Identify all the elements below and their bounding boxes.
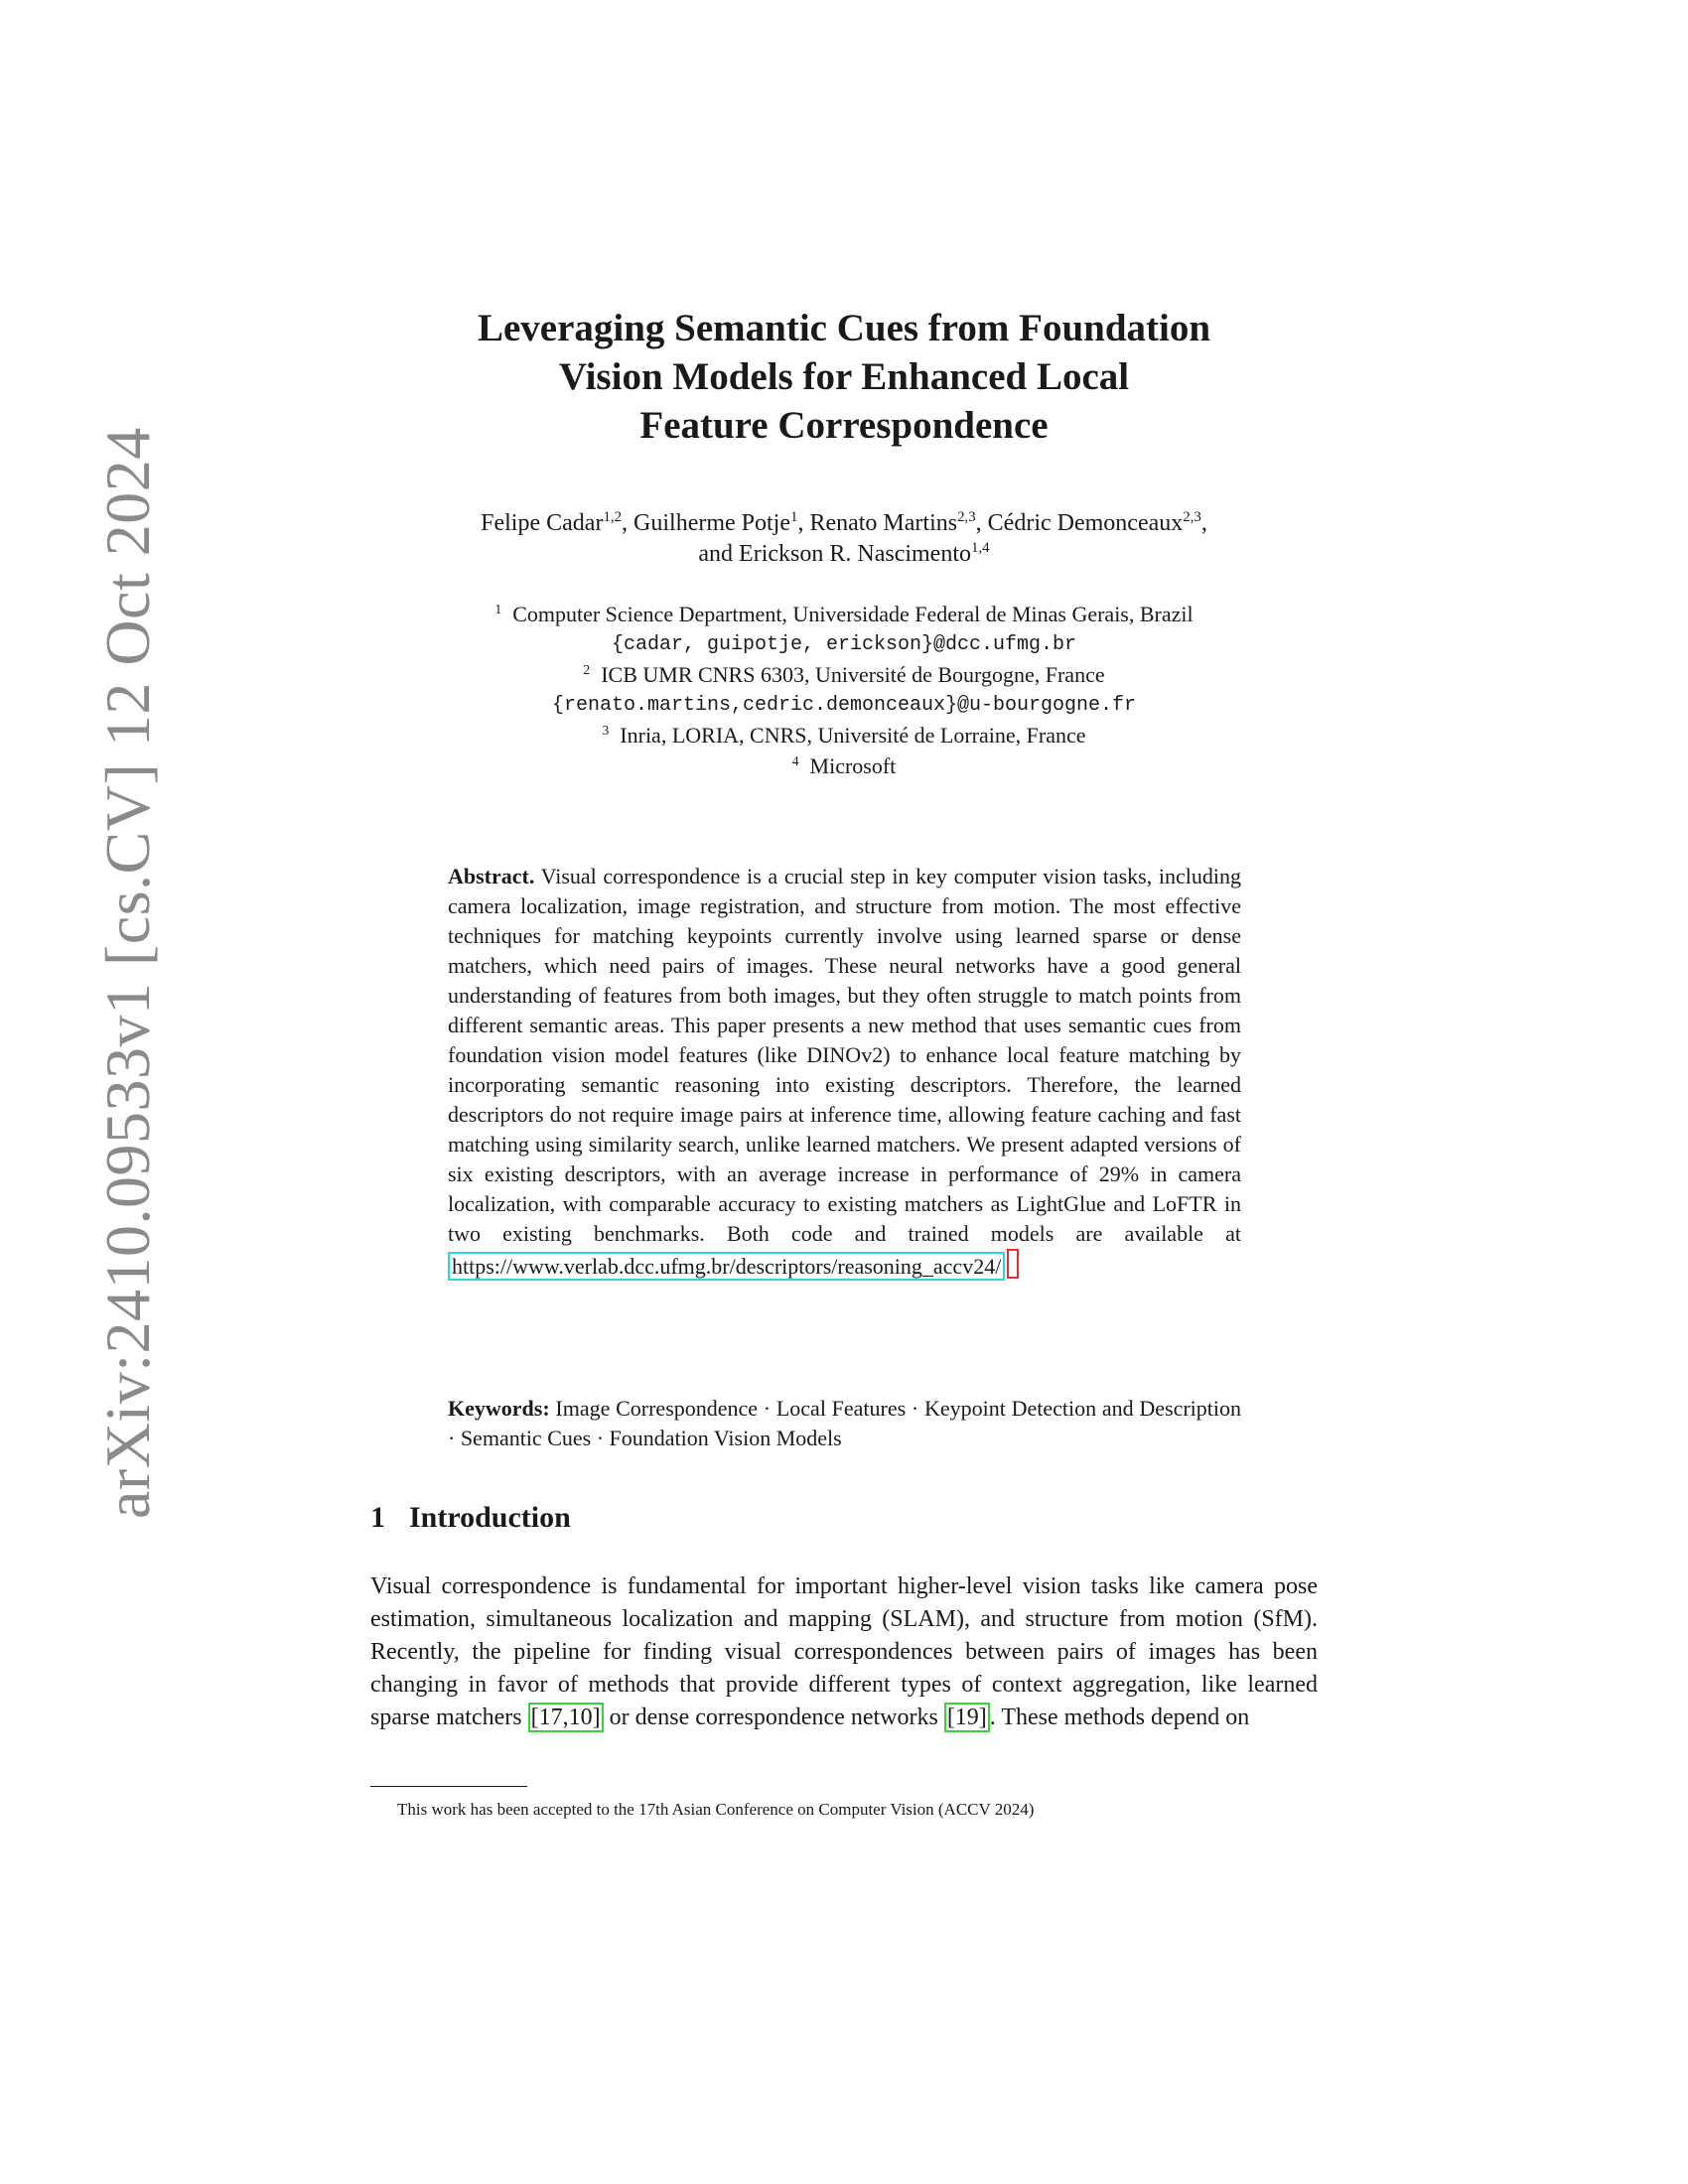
author-affil-mark: 1,2 [603, 509, 623, 526]
affiliation-list [298, 600, 1390, 781]
section-number: 1 [370, 1501, 385, 1534]
abstract-text: Visual correspondence is a crucial step in key computer vision tasks, including camera localization, image registration, and structure from motion. The most effective techniques for matching keypoints currently involve using learned sparse or dense matchers, which need pairs of images. These neural networks have a good general understanding of features from both images, but they often struggle to match points from different semantic areas. This paper presents a new method that uses semantic cues from foundation vision model features (like DINOv2) to enhance local feature matching by incorporating semantic reasoning into existing descriptors. Therefore, the learned descriptors do not require image pairs at inference time, allowing feature caching and fast matching using similarity search, unlike learned matchers. We present adapted versions of six existing descriptors, with an average increase in performance of 29% in camera localization, with comparable accuracy to existing matchers as LightGlue and LoFTR in two existing benchmarks. Both code and trained models are available at [448, 864, 1241, 1246]
footnote-marker-link[interactable] [1007, 1249, 1019, 1279]
author-affil-mark: 1 [790, 509, 798, 526]
affiliation-email[interactable]: {renato.martins,cedric.demonceaux}@u-bourgogne.fr [551, 693, 1137, 717]
title-line: Feature Correspondence [639, 404, 1049, 447]
project-url-link[interactable]: https://www.verlab.dcc.ufmg.br/descriptors/reasoning_accv24/ [448, 1252, 1005, 1281]
paper-title [377, 304, 1311, 450]
affiliation-email[interactable]: {cadar, guipotje, erickson}@dcc.ufmg.br [611, 632, 1077, 656]
author-list [298, 508, 1390, 570]
author-affil-mark: 1,4 [971, 540, 990, 557]
author-separator: , [1200, 510, 1207, 536]
keywords-label: Keywords: [448, 1396, 550, 1421]
abstract-label: Abstract. [448, 864, 535, 888]
intro-text: or dense correspondence networks [603, 1705, 944, 1730]
citation-link[interactable]: [19] [944, 1703, 990, 1732]
author-affil-mark: 2,3 [1183, 509, 1201, 526]
keywords [448, 1394, 1241, 1453]
affiliation-text: Microsoft [809, 752, 897, 778]
affiliation-text: ICB UMR CNRS 6303, Université de Bourgogne, France [601, 662, 1105, 687]
author-affil-mark: 2,3 [957, 509, 976, 526]
affiliation-text: Inria, LORIA, CNRS, Université de Lorraine, France [620, 723, 1086, 748]
title-line: Leveraging Semantic Cues from Foundation [477, 307, 1211, 349]
affiliation [298, 600, 1390, 630]
affiliation-number: 1 [494, 601, 502, 616]
affiliation-number: 3 [602, 722, 610, 738]
author-separator: , [975, 510, 988, 536]
keywords-text: Image Correspondence · Local Features · Keypoint Detection and Description · Semantic Cues · Foundation Vision Models [448, 1396, 1242, 1450]
author-name: Renato Martins [809, 510, 958, 536]
author-line [298, 539, 1390, 570]
intro-text: . These methods depend on [989, 1705, 1250, 1730]
author-name: and Erickson R. Nascimento [698, 541, 971, 567]
author-line [298, 508, 1390, 539]
author-name: Guilherme Potje [633, 510, 790, 536]
intro-text: Visual correspondence is fundamental for important higher-level vision tasks like camera pose estimation, simultaneous localization and mapping (SLAM), and structure from motion (SfM). Recently, the pipeline for finding visual correspondences between pairs of images has been changing in favor of methods that provide different types of context aggregation, like learned sparse matchers [370, 1573, 1318, 1730]
section-title: Introduction [409, 1501, 571, 1534]
affiliation [298, 660, 1390, 691]
title-line: Vision Models for Enhanced Local [558, 355, 1130, 398]
affiliation-number: 2 [583, 661, 591, 677]
footnote: This work has been accepted to the 17th Asian Conference on Computer Vision (ACCV 2024) [397, 1800, 1035, 1819]
citation-link[interactable]: [17,10] [528, 1703, 604, 1732]
arxiv-stamp: arXiv:2410.09533v1 [cs.CV] 12 Oct 2024 [92, 427, 163, 1519]
author-name: Cédric Demonceaux [987, 510, 1184, 536]
abstract [448, 862, 1241, 1282]
affiliation-number: 4 [791, 752, 799, 768]
affiliation-text: Computer Science Department, Universidade Federal de Minas Gerais, Brazil [512, 602, 1194, 626]
affiliation [298, 751, 1390, 782]
intro-paragraph [370, 1570, 1318, 1734]
author-name: Felipe Cadar [481, 510, 604, 536]
section-heading [370, 1501, 571, 1535]
affiliation [298, 721, 1390, 751]
author-separator: , [797, 510, 810, 536]
author-separator: , [622, 510, 634, 536]
footnote-rule [370, 1786, 527, 1787]
